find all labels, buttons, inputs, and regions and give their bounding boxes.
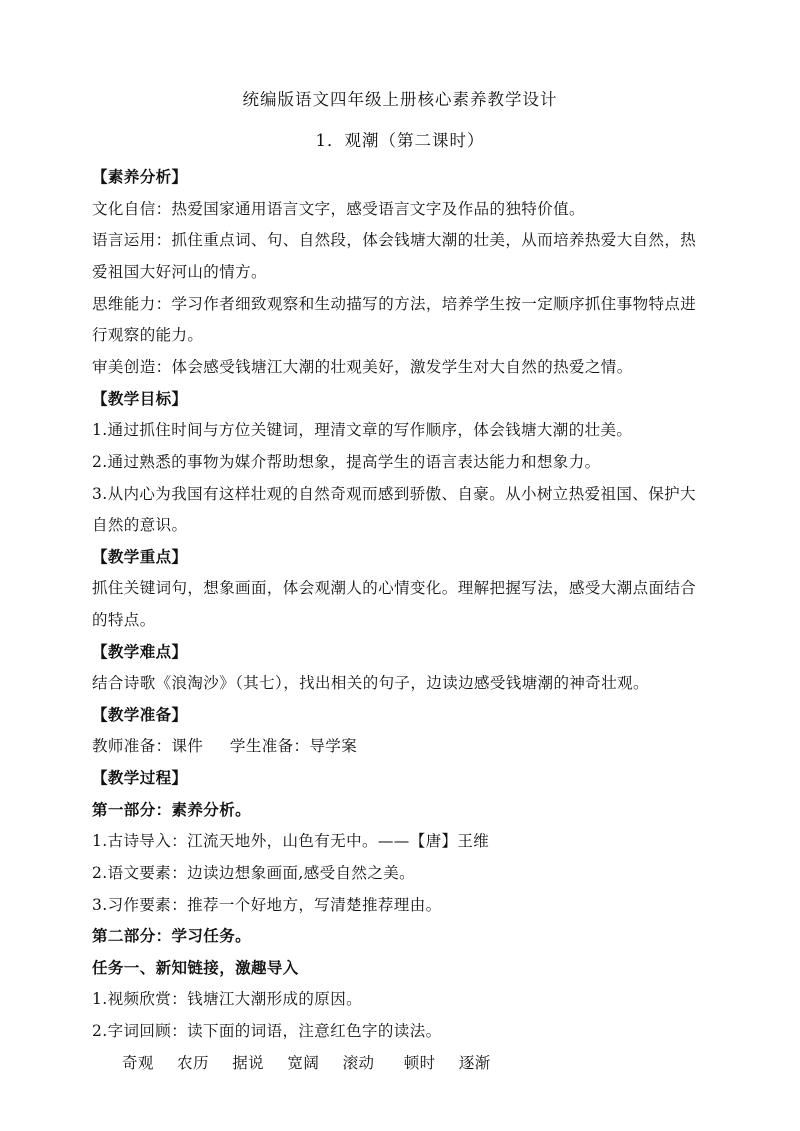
section-heading-process: 【教学过程】 xyxy=(92,768,188,787)
section-heading-literacy: 【素养分析】 xyxy=(92,167,188,186)
vocab-word: 顿时 xyxy=(403,1054,436,1072)
paragraph-line: 文化自信：热爱国家通用语言文字，感受语言文字及作品的独特价值。 xyxy=(92,200,585,218)
paragraph-line: 抓住关键词句，想象画面，体会观潮人的心情变化。理解把握写法，感受大潮点面结合 xyxy=(92,579,697,597)
section-heading-prep: 【教学准备】 xyxy=(92,705,188,724)
paragraph-line: 1.古诗导入：江流天地外，山色有无中。——【唐】王维 xyxy=(92,832,490,850)
part-heading: 第一部分：素养分析。 xyxy=(92,800,252,819)
vocab-word: 据说 xyxy=(232,1054,265,1072)
vocab-list xyxy=(122,1053,742,1073)
paragraph-line: 3.从内心为我国有这样壮观的自然奇观而感到骄傲、自豪。从小树立热爱祖国、保护大 xyxy=(92,485,696,503)
paragraph-line: 行观察的能力。 xyxy=(92,326,204,344)
vocab-word: 逐渐 xyxy=(458,1054,491,1072)
section-heading-goals: 【教学目标】 xyxy=(92,389,188,408)
paragraph-line: 思维能力：学习作者细致观察和生动描写的方法，培养学生按一定顺序抓住事物特点进 xyxy=(92,295,697,313)
paragraph-line: 1.视频欣赏：钱塘江大潮形成的原因。 xyxy=(92,990,362,1008)
part-heading: 第二部分：学习任务。 xyxy=(92,926,252,945)
paragraph-line: 结合诗歌《浪淘沙》（其七），找出相关的句子，边读边感受钱塘潮的神奇壮观。 xyxy=(92,674,649,692)
vocab-word: 宽阔 xyxy=(287,1054,320,1072)
document-title: 统编版语文四年级上册核心素养教学设计 xyxy=(242,90,558,109)
paragraph-line: 2.字词回顾：读下面的词语，注意红色字的读法。 xyxy=(92,1022,442,1040)
section-heading-key: 【教学重点】 xyxy=(92,547,188,566)
paragraph-line: 语言运用：抓住重点词、句、自然段，体会钱塘大潮的壮美，从而培养热爱大自然，热 xyxy=(92,231,697,249)
task-heading: 任务一、新知链接，激趣导入 xyxy=(92,958,299,977)
paragraph-line: 2.通过熟悉的事物为媒介帮助想象，提高学生的语言表达能力和想象力。 xyxy=(92,453,601,471)
paragraph-line: 2.语文要素：边读边想象画面,感受自然之美。 xyxy=(92,864,416,882)
lesson-subtitle: 1．观潮（第二课时） xyxy=(315,131,485,150)
paragraph-line: 教师准备：课件 学生准备：导学案 xyxy=(92,737,358,755)
vocab-word: 滚动 xyxy=(342,1054,375,1072)
section-heading-difficulty: 【教学难点】 xyxy=(92,642,188,661)
paragraph-line: 审美创造：体会感受钱塘江大潮的壮观美好，激发学生对大自然的热爱之情。 xyxy=(92,358,633,376)
vocab-word: 农历 xyxy=(177,1054,209,1072)
paragraph-line: 爱祖国大好河山的情方。 xyxy=(92,263,267,281)
paragraph-line: 3.习作要素：推荐一个好地方，写清楚推荐理由。 xyxy=(92,896,442,914)
paragraph-line: 的特点。 xyxy=(92,611,156,629)
vocab-word: 奇观 xyxy=(122,1054,154,1072)
paragraph-line: 自然的意识。 xyxy=(92,516,188,534)
paragraph-line: 1.通过抓住时间与方位关键词，理清文章的写作顺序，体会钱塘大潮的壮美。 xyxy=(92,421,633,439)
